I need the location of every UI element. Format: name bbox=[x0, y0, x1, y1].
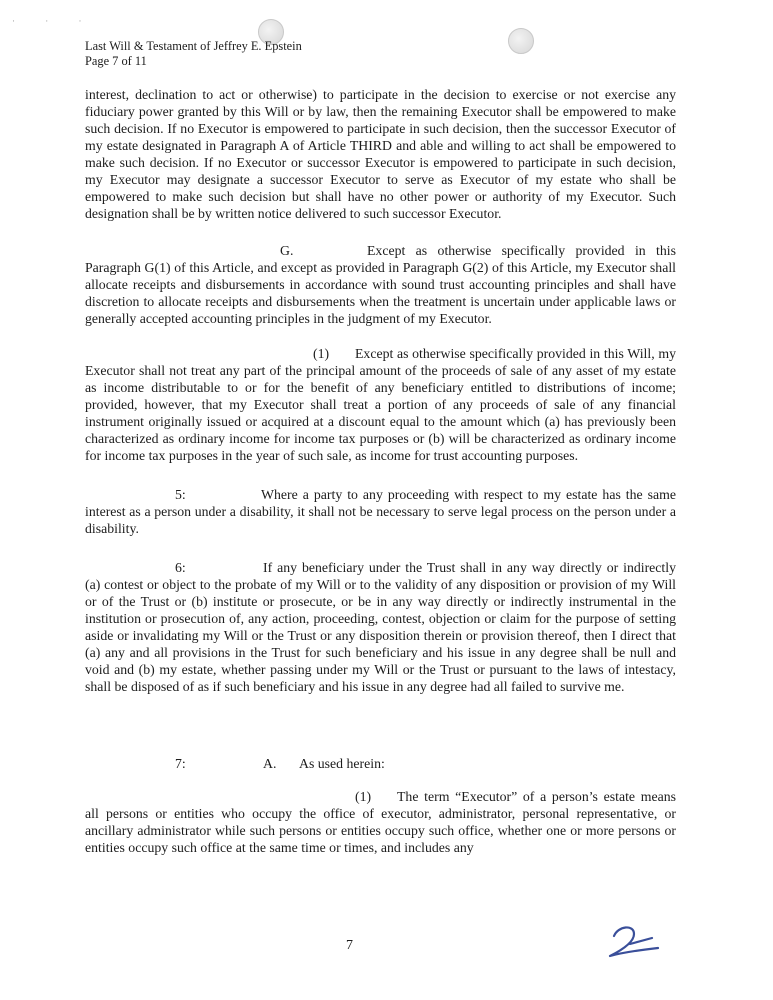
paragraph-7a-text: As used herein: bbox=[299, 756, 385, 771]
document-body bbox=[85, 86, 676, 856]
punch-hole-mark bbox=[508, 28, 534, 54]
paragraph-5-text: Where a party to any proceeding with respect to my estate has the same interest as a person under a disability, it shall not be necessary to serve legal process on the person under a disability. bbox=[85, 487, 676, 536]
paragraph-7a-marker: A. bbox=[263, 756, 277, 771]
paragraph-6-marker: 6: bbox=[175, 560, 186, 575]
paragraph-7a1-text: The term “Executor” of a person’s estate means all persons or entities who occupy the office of executor, administrator, personal representative, or ancillary administrator while such persons or entities occupy such office, whether one or more persons or entities occupy such office at the same time or times, and includes any bbox=[85, 789, 676, 855]
handwritten-initials-icon bbox=[600, 920, 666, 964]
paragraph-g1-marker: (1) bbox=[313, 346, 330, 361]
paragraph-g1 bbox=[85, 345, 676, 464]
paragraph-5 bbox=[85, 486, 676, 537]
paragraph-g-text: Except as otherwise specifically provided in this Paragraph G(1) of this Article, and except as provided in Paragraph G(2) of this Article, my Executor shall allocate receipts and disbursements in accordance with sound trust accounting principles and shall have discretion to allocate receipts and disbursements when the treatment is uncertain under applicable laws or generally accepted accounting principles in the judgment of my Executor. bbox=[85, 243, 676, 326]
paragraph-7a1-marker: (1) bbox=[355, 789, 372, 804]
page-number: 7 bbox=[346, 938, 353, 953]
page-header bbox=[85, 39, 302, 69]
paragraph-g-marker: G. bbox=[280, 243, 294, 258]
page-count: Page 7 of 11 bbox=[85, 54, 147, 68]
paragraph-7a1 bbox=[85, 788, 676, 856]
paragraph-g bbox=[85, 242, 676, 327]
paragraph-g1-text: Except as otherwise specifically provided in this Will, my Executor shall not treat any part of the principal amount of the proceeds of sale of any asset of my estate as income distributable to or for the benefit of any beneficiary entitled to distributions of income; provided, however, that my Executor shall treat a portion of any proceeds of sale of any financial instrument originally issued or acquired at a discount equal to the amount which (a) has previously been characterized as ordinary income for income tax purposes or (b) will be characterized as ordinary income for income tax purposes in the year of such sale, as income for trust accounting purposes. bbox=[85, 346, 676, 463]
paragraph-5-marker: 5: bbox=[175, 487, 186, 502]
scan-specks: · · · bbox=[12, 16, 96, 26]
paragraph-continuation: interest, declination to act or otherwise) to participate in the decision to exercise or not exercise any fiduciary power granted by this Will or by law, then the remaining Executor shall be empowered to make such decision. If no Executor is empowered to participate in such decision, then the successor Executor of my estate designated in Paragraph A of Article THIRD and able and willing to act shall be empowered to make such decision. If no Executor or successor Executor is empowered to participate in such decision, my Executor may designate a successor Executor to serve as Executor of my estate who shall be empowered to make such decision but shall have no other power or authority of my Executor. Such designation shall be by written notice delivered to such successor Executor. bbox=[85, 87, 676, 221]
paragraph-6-text: If any beneficiary under the Trust shall in any way directly or indirectly (a) contest or object to the probate of my Will or to the validity of any disposition or provision of my Will or of the Trust or (b) institute or prosecute, or be in any way directly or indirectly instrumental in the institution or prosecution of, any action, proceeding, contest, objection or claim for the purpose of setting aside or invalidating my Will or the Trust or any disposition therein or provision thereof, then I direct that (a) any and all provisions in the Trust for such beneficiary and his issue in any degree shall be null and void and (b) my estate, whether passing under my Will or the Trust or pursuant to the laws of intestacy, shall be disposed of as if such beneficiary and his issue in any degree had all failed to survive me. bbox=[85, 560, 676, 694]
paragraph-7-marker: 7: bbox=[175, 756, 186, 771]
document-title: Last Will & Testament of Jeffrey E. Epstein bbox=[85, 39, 302, 53]
paragraph-6 bbox=[85, 559, 676, 695]
paragraph-7 bbox=[85, 755, 676, 772]
